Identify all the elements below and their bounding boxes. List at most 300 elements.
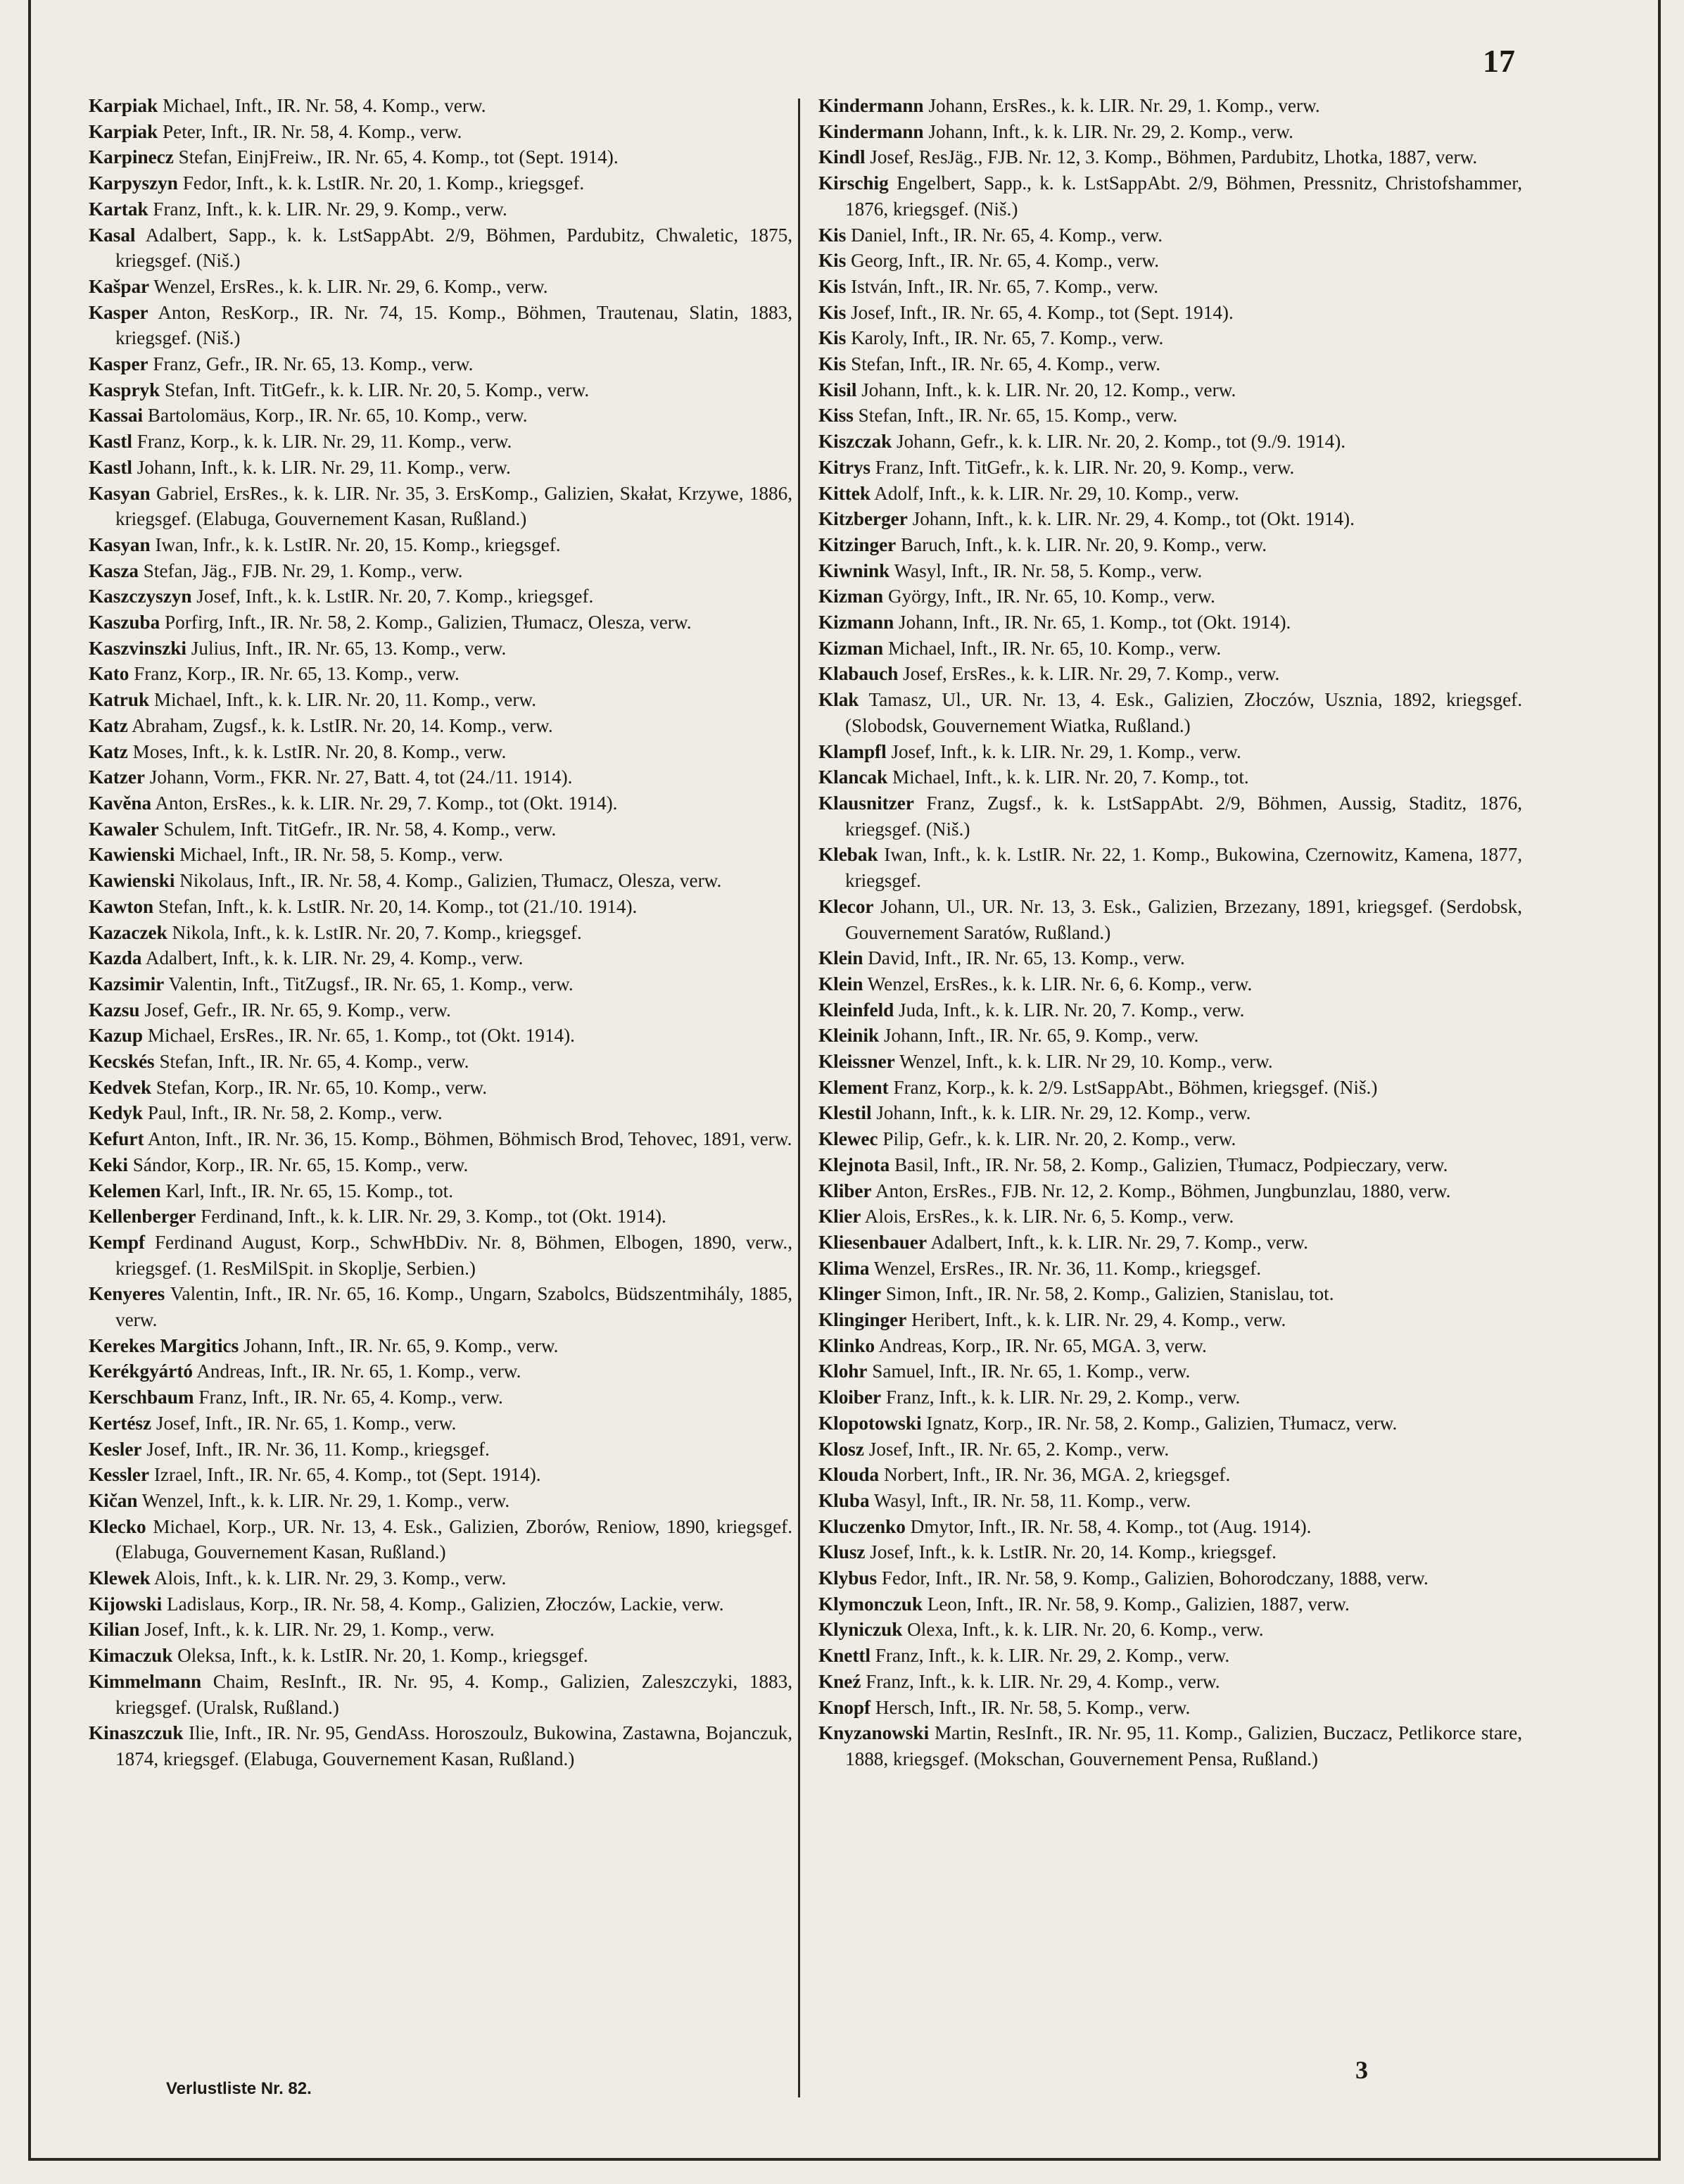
entry-surname: Kasper [89,301,148,323]
list-entry [89,1565,792,1591]
entry-surname: Kasper [89,353,148,375]
entry-details: Franz, Inft., k. k. LIR. Nr. 29, 2. Komp., verw. [875,1645,1230,1667]
entry-surname: Kijowski [89,1593,163,1615]
entry-surname: Kloiber [818,1387,882,1408]
list-entry [818,1204,1522,1230]
entry-surname: Klinginger [818,1309,907,1331]
entry-details: Franz, Inft., k. k. LIR. Nr. 29, 4. Komp., verw. [866,1670,1220,1692]
list-entry [89,1617,792,1643]
list-entry [818,842,1522,893]
right-column [818,93,1522,1772]
entry-details: Adalbert, Inft., k. k. LIR. Nr. 29, 4. Komp., verw. [145,947,524,969]
list-entry [818,764,1522,790]
entry-details: Josef, Inft., IR. Nr. 65, 2. Komp., verw. [868,1438,1170,1460]
entry-details: Wenzel, Inft., k. k. LIR. Nr 29, 10. Komp., verw. [899,1051,1273,1073]
list-entry [89,1281,792,1332]
entry-surname: Kertész [89,1412,152,1434]
list-entry [89,661,792,687]
list-entry [89,455,792,481]
list-entry [818,351,1522,377]
list-entry [89,1049,792,1075]
entry-surname: Kis [818,353,847,375]
entry-details: Oleksa, Inft., k. k. LstIR. Nr. 20, 1. Komp., kriegsgef. [177,1645,588,1667]
entry-details: Josef, ResJäg., FJB. Nr. 12, 3. Komp., Böhmen, Pardubitz, Lhotka, 1887, verw. [870,146,1478,168]
entry-details: Franz, Zugsf., k. k. LstSappAbt. 2/9, Böhmen, Aussig, Staditz, 1876, kriegsgef. (Niš.) [845,792,1522,840]
list-entry [89,196,792,222]
entry-surname: Kiwnink [818,560,890,581]
entry-details: Johann, ErsRes., k. k. LIR. Nr. 29, 1. Komp., verw. [928,95,1320,116]
entry-details: Juda, Inft., k. k. LIR. Nr. 20, 7. Komp., verw. [899,999,1245,1021]
entry-surname: Kiszczak [818,431,892,453]
list-entry [89,1230,792,1281]
entry-details: Josef, Inft., k. k. LIR. Nr. 29, 1. Komp., verw. [144,1619,495,1641]
entry-details: Michael, Inft., k. k. LIR. Nr. 20, 11. Komp., verw. [153,689,537,711]
entry-surname: Kempf [89,1231,146,1253]
entry-details: Johann, Ul., UR. Nr. 13, 3. Esk., Galizien, Brzezany, 1891, kriegsgef. (Serdobsk, Gouvernement Saratów, Rußland.) [845,895,1523,943]
entry-surname: Klusz [818,1541,866,1563]
entry-details: Stefan, Inft., k. k. LstIR. Nr. 20, 14. Komp., tot (21./10. 1914). [158,895,638,917]
entry-surname: Kizman [818,586,884,607]
entry-surname: Kato [89,663,129,685]
entry-details: Josef, Inft., k. k. LIR. Nr. 29, 1. Komp., verw. [891,740,1241,762]
entry-surname: Klewek [89,1567,151,1589]
entry-details: Paul, Inft., IR. Nr. 58, 2. Komp., verw. [147,1102,443,1124]
entry-details: Karl, Inft., IR. Nr. 65, 15. Komp., tot. [165,1180,453,1201]
list-entry [818,1281,1522,1307]
entry-surname: Kašpar [89,275,150,297]
entry-surname: Katruk [89,689,150,711]
list-entry [89,377,792,403]
entry-details: Martin, ResInft., IR. Nr. 95, 11. Komp., Galizien, Buczacz, Petlikorce stare, 1888, kriegsgef. (Mokschan, Gouvernement Pensa, Rußland.) [845,1722,1522,1769]
list-entry [818,532,1522,558]
list-entry [89,93,792,119]
entry-surname: Kindermann [818,95,924,116]
entry-surname: Kleinfeld [818,999,894,1021]
entry-details: Franz, Korp., IR. Nr. 65, 13. Komp., verw. [134,663,460,685]
list-entry [818,558,1522,584]
entry-surname: Kimmelmann [89,1670,202,1692]
entry-details: Bartolomäus, Korp., IR. Nr. 65, 10. Komp., verw. [147,405,528,427]
entry-surname: Kasal [89,224,136,246]
list-entry [818,739,1522,765]
list-entry [89,1488,792,1514]
list-entry [89,1152,792,1178]
entry-details: Daniel, Inft., IR. Nr. 65, 4. Komp., verw. [851,224,1163,246]
entry-details: Georg, Inft., IR. Nr. 65, 4. Komp., verw. [851,250,1160,272]
list-entry [818,300,1522,326]
entry-details: Sándor, Korp., IR. Nr. 65, 15. Komp., verw. [132,1154,469,1175]
entry-details: Michael, Inft., IR. Nr. 65, 10. Komp., verw. [887,637,1222,659]
entry-surname: Klouda [818,1464,880,1486]
entry-surname: Kaszuba [89,612,160,633]
list-entry [818,1410,1522,1437]
entry-surname: Kerékgyártó [89,1361,193,1382]
entry-surname: Kleissner [818,1051,895,1073]
list-entry [818,1617,1522,1643]
entry-details: Anton, Inft., IR. Nr. 36, 15. Komp., Böhmen, Böhmisch Brod, Tehovec, 1891, verw. [147,1128,792,1150]
entry-surname: Kawienski [89,870,175,892]
entry-surname: Klestil [818,1102,872,1124]
entry-details: Andreas, Inft., IR. Nr. 65, 1. Komp., verw. [196,1361,521,1382]
list-entry [818,687,1522,738]
entry-details: Dmytor, Inft., IR. Nr. 58, 4. Komp., tot (Aug. 1914). [910,1515,1312,1537]
entry-surname: Klima [818,1257,870,1279]
entry-surname: Kasyan [89,482,151,504]
entry-details: Basil, Inft., IR. Nr. 58, 2. Komp., Galizien, Tłumacz, Podpieczary, verw. [894,1154,1448,1175]
list-entry [818,144,1522,170]
entry-surname: Kis [818,250,847,272]
entry-details: Peter, Inft., IR. Nr. 58, 4. Komp., verw. [163,120,462,142]
list-entry [89,274,792,300]
list-entry [818,1126,1522,1152]
list-entry [818,1514,1522,1540]
entry-details: Franz, Inft., k. k. LIR. Nr. 29, 9. Komp., verw. [153,198,507,220]
entry-surname: Kedvek [89,1076,152,1098]
entry-surname: Kastl [89,456,132,478]
entry-details: Franz, Inft., IR. Nr. 65, 4. Komp., verw. [198,1387,503,1408]
list-entry [818,945,1522,971]
list-entry [818,1539,1522,1565]
entry-surname: Klinko [818,1334,875,1356]
entry-details: Josef, Inft., IR. Nr. 36, 11. Komp., kriegsgef. [146,1438,490,1460]
entry-surname: Klement [818,1076,889,1098]
entry-surname: Klausnitzer [818,792,914,814]
list-entry [818,93,1522,119]
entry-surname: Kirschig [818,172,889,194]
entry-surname: Kecskés [89,1051,155,1073]
entry-surname: Kawienski [89,844,175,866]
list-entry [818,1358,1522,1384]
list-entry [818,1720,1522,1772]
entry-surname: Kartak [89,198,148,220]
entry-surname: Kindl [818,146,866,168]
entry-details: Anton, ErsRes., k. k. LIR. Nr. 29, 7. Komp., tot (Okt. 1914). [155,792,618,814]
entry-details: Heribert, Inft., k. k. LIR. Nr. 29, 4. Komp., verw. [911,1309,1286,1331]
entry-surname: Kazsimir [89,973,165,995]
list-entry [89,1023,792,1049]
entry-surname: Kessler [89,1464,150,1486]
entry-surname: Kneź [818,1670,861,1692]
entry-details: Ladislaus, Korp., IR. Nr. 58, 4. Komp., Galizien, Złoczów, Lackie, verw. [167,1593,724,1615]
entry-surname: Klosz [818,1438,864,1460]
entry-details: Hersch, Inft., IR. Nr. 58, 5. Komp., verw. [875,1696,1191,1718]
entry-details: Josef, ErsRes., k. k. LIR. Nr. 29, 7. Komp., verw. [903,663,1280,685]
entry-surname: Klohr [818,1361,868,1382]
entry-surname: Katz [89,740,128,762]
list-entry [89,1410,792,1437]
entry-surname: Kitzinger [818,534,897,555]
left-column [89,93,792,1772]
list-entry [89,1720,792,1772]
entry-surname: Klak [818,689,859,711]
entry-surname: Klybus [818,1567,878,1589]
entry-details: Olexa, Inft., k. k. LIR. Nr. 20, 6. Komp., verw. [907,1619,1264,1641]
entry-details: Wenzel, ErsRes., k. k. LIR. Nr. 6, 6. Komp., verw. [867,973,1253,995]
entry-surname: Klecor [818,895,874,917]
entry-details: Iwan, Inft., k. k. LstIR. Nr. 22, 1. Komp., Bukowina, Czernowitz, Kamena, 1877, kriegsgef. [845,844,1522,892]
list-entry [818,1333,1522,1359]
list-entry [89,1437,792,1463]
entry-surname: Kesler [89,1438,142,1460]
list-entry [818,481,1522,507]
entry-surname: Karpiak [89,95,158,116]
entry-details: Fedor, Inft., IR. Nr. 58, 9. Komp., Galizien, Bohorodczany, 1888, verw. [881,1567,1429,1589]
list-entry [89,144,792,170]
entry-surname: Kizman [818,637,884,659]
entry-details: Wasyl, Inft., IR. Nr. 58, 5. Komp., verw. [894,560,1203,581]
entry-surname: Kaszczyszyn [89,586,192,607]
entry-surname: Klyniczuk [818,1619,903,1641]
list-entry [818,325,1522,351]
entry-details: Schulem, Inft. TitGefr., IR. Nr. 58, 4. Komp., verw. [163,818,557,840]
column-divider [798,99,800,2097]
list-entry [818,274,1522,300]
entry-surname: Kawaler [89,818,159,840]
entry-details: Wenzel, ErsRes., IR. Nr. 36, 11. Komp., kriegsgef. [873,1257,1262,1279]
entry-surname: Klecko [89,1515,146,1537]
list-entry [818,1230,1522,1256]
entry-details: Ferdinand August, Korp., SchwHbDiv. Nr. 8, Böhmen, Elbogen, 1890, verw., kriegsgef. (1. ResMilSpit. in Skoplje, Serbien.) [115,1231,792,1279]
list-entry [89,429,792,455]
entry-surname: Keki [89,1154,128,1175]
list-entry [89,997,792,1023]
entry-details: David, Inft., IR. Nr. 65, 13. Komp., verw. [868,947,1185,969]
entry-details: Johann, Inft., k. k. LIR. Nr. 29, 12. Komp., verw. [876,1102,1251,1124]
list-entry [818,1462,1522,1488]
entry-details: Stefan, EinjFreiw., IR. Nr. 65, 4. Komp., tot (Sept. 1914). [178,146,619,168]
entry-surname: Kastl [89,431,132,453]
entry-surname: Klebak [818,844,878,866]
entry-details: Wenzel, Inft., k. k. LIR. Nr. 29, 1. Komp., verw. [141,1489,510,1511]
entry-details: Adolf, Inft., k. k. LIR. Nr. 29, 10. Komp., verw. [874,482,1239,504]
footer-list-number: Verlustliste Nr. 82. [166,2079,312,2098]
entry-details: György, Inft., IR. Nr. 65, 10. Komp., verw. [887,586,1215,607]
entry-details: Ignatz, Korp., IR. Nr. 58, 2. Komp., Galizien, Tłumacz, verw. [926,1412,1398,1434]
list-entry [89,1204,792,1230]
entry-details: Johann, Gefr., k. k. LIR. Nr. 20, 2. Komp., tot (9./9. 1914). [897,431,1346,453]
list-entry [818,1437,1522,1463]
entry-details: István, Inft., IR. Nr. 65, 7. Komp., verw. [851,275,1159,297]
entry-details: Alois, Inft., k. k. LIR. Nr. 29, 3. Komp., verw. [153,1567,507,1589]
entry-details: Julius, Inft., IR. Nr. 65, 13. Komp., verw. [191,637,507,659]
entry-surname: Kasyan [89,534,151,555]
entry-details: Josef, Inft., IR. Nr. 65, 4. Komp., tot (Sept. 1914). [851,301,1234,323]
list-entry [89,1384,792,1410]
entry-details: Nikolaus, Inft., IR. Nr. 58, 4. Komp., Galizien, Tłumacz, Olesza, verw. [179,870,722,892]
entry-details: Johann, Inft., IR. Nr. 65, 1. Komp., tot (Okt. 1914). [899,612,1291,633]
list-entry [818,894,1522,945]
list-entry [89,894,792,920]
list-entry [89,351,792,377]
entry-details: Stefan, Inft., IR. Nr. 65, 4. Komp., verw. [159,1051,469,1073]
list-entry [89,842,792,868]
entry-surname: Kazda [89,947,142,969]
entry-surname: Klopotowski [818,1412,922,1434]
entry-details: Stefan, Inft., IR. Nr. 65, 4. Komp., verw. [851,353,1161,375]
list-entry [818,1049,1522,1075]
entry-surname: Kluba [818,1489,870,1511]
list-entry [818,1178,1522,1204]
list-entry [89,920,792,946]
list-entry [818,377,1522,403]
entry-details: Adalbert, Sapp., k. k. LstSappAbt. 2/9, Böhmen, Pardubitz, Chwaletic, 1875, kriegsgef. (Niš.) [115,224,793,272]
list-entry [89,816,792,842]
entry-surname: Kitzberger [818,508,908,530]
entry-surname: Kitrys [818,456,871,478]
list-entry [89,532,792,558]
entry-surname: Kerschbaum [89,1387,194,1408]
entry-details: Stefan, Inft. TitGefr., k. k. LIR. Nr. 20, 5. Komp., verw. [165,379,590,400]
list-entry [89,739,792,765]
entry-surname: Klein [818,973,863,995]
entry-surname: Klinger [818,1283,882,1305]
entry-details: Iwan, Infr., k. k. LstIR. Nr. 20, 15. Komp., kriegsgef. [155,534,561,555]
list-entry [89,300,792,351]
entry-details: Valentin, Inft., IR. Nr. 65, 16. Komp., Ungarn, Szabolcs, Büdszentmihály, 1885, verw. [115,1283,792,1331]
list-entry [818,455,1522,481]
entry-details: Porfirg, Inft., IR. Nr. 58, 2. Komp., Galizien, Tłumacz, Olesza, verw. [165,612,692,633]
entry-details: Ferdinand, Inft., k. k. LIR. Nr. 29, 3. Komp., tot (Okt. 1914). [201,1206,666,1227]
entry-details: Abraham, Zugsf., k. k. LstIR. Nr. 20, 14. Komp., verw. [132,714,553,736]
entry-details: Franz, Gefr., IR. Nr. 65, 13. Komp., verw. [153,353,474,375]
entry-details: Leon, Inft., IR. Nr. 58, 9. Komp., Galizien, 1887, verw. [927,1593,1350,1615]
entry-details: Simon, Inft., IR. Nr. 58, 2. Komp., Galizien, Stanislau, tot. [885,1283,1334,1305]
list-entry [89,583,792,610]
entry-surname: Kleinik [818,1025,880,1047]
entry-surname: Kis [818,301,847,323]
entry-details: Baruch, Inft., k. k. LIR. Nr. 20, 9. Komp., verw. [901,534,1267,555]
entry-surname: Kavěna [89,792,152,814]
entry-details: Tamasz, Ul., UR. Nr. 13, 4. Esk., Galizien, Złoczów, Usznia, 1892, kriegsgef. (Slobodsk, Gouvernement Wiatka, Rußland.) [845,689,1522,736]
entry-surname: Kimaczuk [89,1645,173,1667]
list-entry [818,119,1522,145]
entry-details: Johann, Inft., k. k. LIR. Nr. 29, 4. Komp., tot (Okt. 1914). [912,508,1355,530]
entry-details: Josef, Inft., k. k. LstIR. Nr. 20, 7. Komp., kriegsgef. [196,586,594,607]
list-entry [818,1152,1522,1178]
entry-surname: Kindermann [818,120,924,142]
entry-details: Michael, Inft., IR. Nr. 58, 5. Komp., verw. [179,844,503,866]
list-entry [818,1075,1522,1101]
list-entry [818,1384,1522,1410]
entry-details: Anton, ResKorp., IR. Nr. 74, 15. Komp., Böhmen, Trautenau, Slatin, 1883, kriegsgef. (Niš.) [115,301,793,349]
list-entry [818,1669,1522,1695]
list-entry [89,764,792,790]
list-entry [89,1514,792,1565]
list-entry [89,1358,792,1384]
entry-surname: Kilian [89,1619,140,1641]
list-entry [89,1462,792,1488]
entry-details: Moses, Inft., k. k. LstIR. Nr. 20, 8. Komp., verw. [132,740,507,762]
entry-surname: Katzer [89,766,145,788]
list-entry [818,661,1522,687]
entry-surname: Kazaczek [89,921,167,943]
list-entry [818,248,1522,274]
list-entry [89,1178,792,1204]
list-entry [818,1256,1522,1282]
entry-surname: Kis [818,327,847,349]
list-entry [89,790,792,816]
list-entry [818,997,1522,1023]
entry-surname: Kassai [89,405,144,427]
entry-details: Michael, ErsRes., IR. Nr. 65, 1. Komp., tot (Okt. 1914). [147,1025,575,1047]
entry-surname: Kazup [89,1025,144,1047]
entry-details: Norbert, Inft., IR. Nr. 36, MGA. 2, kriegsgef. [883,1464,1231,1486]
entry-details: Fedor, Inft., k. k. LstIR. Nr. 20, 1. Komp., kriegsgef. [182,172,585,194]
entry-surname: Kis [818,224,847,246]
entry-details: Andreas, Korp., IR. Nr. 65, MGA. 3, verw. [878,1334,1207,1356]
entry-surname: Kittek [818,482,871,504]
list-entry [818,1695,1522,1721]
entry-details: Gabriel, ErsRes., k. k. LIR. Nr. 35, 3. ErsKomp., Galizien, Skałat, Krzywe, 1886, kriegsgef. (Elabuga, Gouvernement Kasan, Rußland.) [115,482,792,530]
entry-surname: Karpiak [89,120,158,142]
list-entry [818,1307,1522,1333]
entry-details: Wenzel, ErsRes., k. k. LIR. Nr. 29, 6. Komp., verw. [153,275,548,297]
list-entry [89,610,792,636]
entry-surname: Klampfl [818,740,887,762]
list-entry [818,1591,1522,1617]
list-entry [89,403,792,429]
list-entry [818,1565,1522,1591]
entry-details: Engelbert, Sapp., k. k. LstSappAbt. 2/9, Böhmen, Pressnitz, Christofshammer, 1876, kriegsgef. (Niš.) [845,172,1522,220]
entry-details: Nikola, Inft., k. k. LstIR. Nr. 20, 7. Komp., kriegsgef. [172,921,582,943]
entry-details: Wasyl, Inft., IR. Nr. 58, 11. Komp., verw. [873,1489,1191,1511]
list-entry [89,1669,792,1720]
entry-surname: Kellenberger [89,1206,196,1227]
entry-details: Johann, Inft., IR. Nr. 65, 9. Komp., verw. [883,1025,1199,1047]
entry-surname: Kisil [818,379,857,400]
list-entry [89,945,792,971]
list-entry [89,1333,792,1359]
entry-details: Stefan, Korp., IR. Nr. 65, 10. Komp., verw. [156,1076,488,1098]
entry-details: Anton, ErsRes., FJB. Nr. 12, 2. Komp., Böhmen, Jungbunzlau, 1880, verw. [875,1180,1451,1201]
list-entry [89,1591,792,1617]
entry-details: Michael, Inft., IR. Nr. 58, 4. Komp., verw. [163,95,486,116]
entry-details: Franz, Inft., k. k. LIR. Nr. 29, 2. Komp., verw. [885,1387,1241,1408]
entry-details: Stefan, Inft., IR. Nr. 65, 15. Komp., verw. [858,405,1178,427]
entry-surname: Karpyszyn [89,172,178,194]
list-entry [89,170,792,196]
entry-surname: Kasza [89,560,139,581]
list-entry [818,1100,1522,1126]
list-entry [89,222,792,274]
entry-surname: Knettl [818,1645,871,1667]
entry-surname: Kluczenko [818,1515,906,1537]
list-entry [818,610,1522,636]
entry-details: Franz, Korp., k. k. 2/9. LstSappAbt., Böhmen, kriegsgef. (Niš.) [893,1076,1378,1098]
entry-surname: Karpinecz [89,146,174,168]
entry-surname: Kinaszczuk [89,1722,184,1744]
list-entry [818,1023,1522,1049]
entry-details: Samuel, Inft., IR. Nr. 65, 1. Komp., verw. [872,1361,1191,1382]
list-entry [818,429,1522,455]
entry-details: Josef, Inft., IR. Nr. 65, 1. Komp., verw. [156,1412,457,1434]
entry-details: Johann, Inft., IR. Nr. 65, 9. Komp., verw. [243,1334,559,1356]
entry-surname: Kliber [818,1180,872,1201]
list-entry [89,119,792,145]
entry-surname: Kazsu [89,999,140,1021]
entry-details: Michael, Korp., UR. Nr. 13, 4. Esk., Galizien, Zborów, Reniow, 1890, kriegsgef. (Elabuga, Gouvernement Kasan, Rußland.) [115,1515,793,1563]
page-number: 17 [1483,43,1515,79]
entry-details: Alois, ErsRes., k. k. LIR. Nr. 6, 5. Komp., verw. [864,1206,1234,1227]
entry-surname: Kaspryk [89,379,160,400]
entry-details: Josef, Gefr., IR. Nr. 65, 9. Komp., verw. [144,999,451,1021]
entry-surname: Klymonczuk [818,1593,923,1615]
entry-details: Valentin, Inft., TitZugsf., IR. Nr. 65, 1. Komp., verw. [168,973,574,995]
entry-surname: Kedyk [89,1102,144,1124]
entry-surname: Kerekes Margitics [89,1334,239,1356]
list-entry [818,506,1522,532]
entry-surname: Knyzanowski [818,1722,930,1744]
